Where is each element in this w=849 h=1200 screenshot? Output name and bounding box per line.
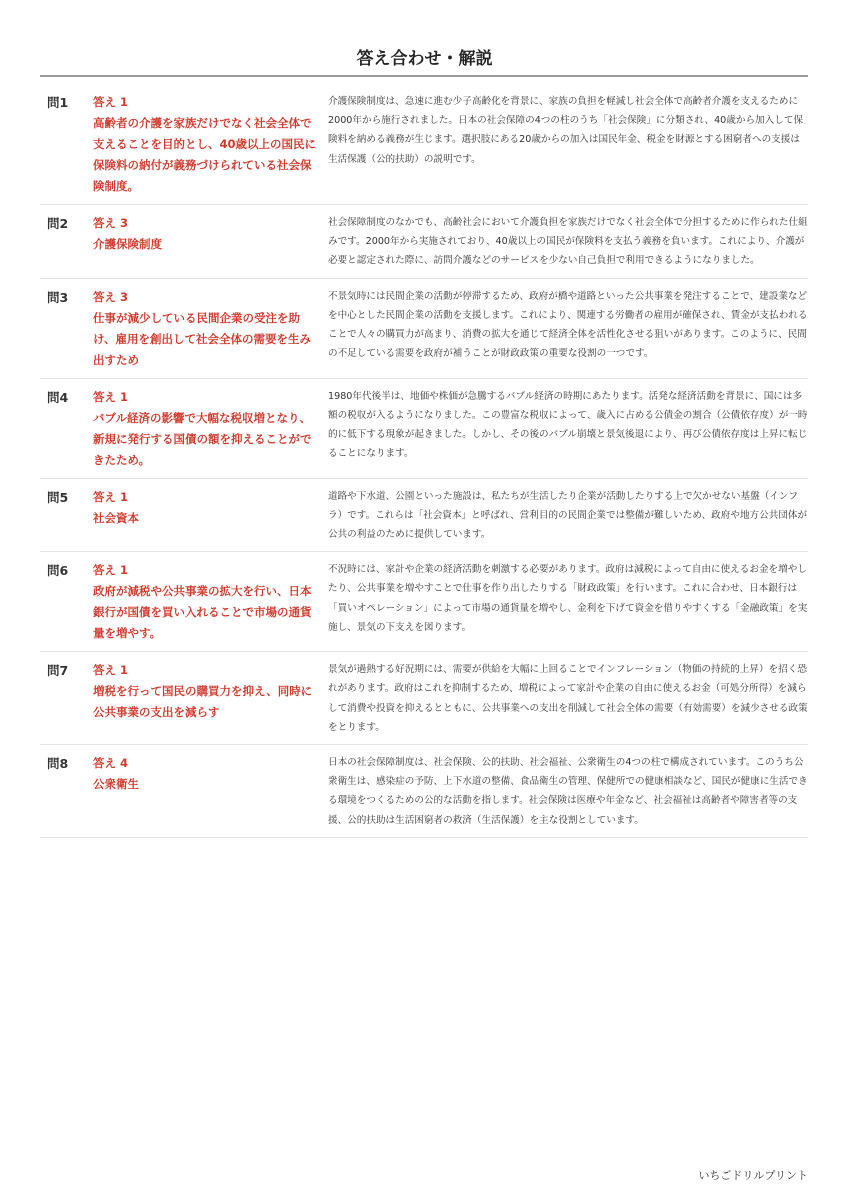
question-number: 問3 xyxy=(47,289,69,305)
question-number: 問1 xyxy=(47,95,69,110)
answer-block xyxy=(93,660,328,737)
question-number: 問5 xyxy=(47,489,69,505)
answer-label: 答え 1 xyxy=(93,563,129,578)
question-number: 問7 xyxy=(47,663,69,679)
answer-row-8 xyxy=(40,745,808,838)
title-divider xyxy=(40,75,808,77)
question-number: 問2 xyxy=(47,216,69,231)
answer-block xyxy=(93,213,328,271)
question-number: 問4 xyxy=(47,389,69,405)
answer-text: 高齢者の介護を家族だけでなく社会全体で支えることを目的とし、40歳以上の国民に保険料の納付が義務づけられている社会保険制度。 xyxy=(93,116,317,193)
answer-row-6 xyxy=(40,552,808,652)
answer-label: 答え 1 xyxy=(93,489,129,504)
footer-brand: いちごドリルプリント xyxy=(698,1169,808,1182)
answer-label: 答え 4 xyxy=(93,756,129,771)
explanation-text: 1980年代後半は、地価や株価が急騰するバブル経済の時期にあたります。活発な経済活動を背景に、国には多額の税収が入るようになりました。この豊富な税収によって、歳入に占める公債金の割合（公債依存度）が一時的に低下する現象が起きました。しかし、その後のバブル崩壊と景気後退により、再び公債依存度は上昇に転じることになります。 xyxy=(328,390,808,460)
answer-block xyxy=(93,387,328,471)
answer-label: 答え 3 xyxy=(93,289,129,304)
question-number: 問6 xyxy=(47,563,69,579)
page-title: 答え合わせ・解説 xyxy=(356,49,493,69)
explanation-text: 社会保障制度のなかでも、高齢社会において介護負担を家族だけでなく社会全体で分担するために作られた仕組みです。2000年から実施されており、40歳以上の国民が保険料を支払う義務を負います。これにより、介護が必要と認定された際に、訪問介護などのサービスを少ない自己負担で利用できるようになりました。 xyxy=(328,217,808,267)
answer-label: 答え 1 xyxy=(93,389,129,404)
answer-row-4 xyxy=(40,379,808,479)
answer-text: 社会資本 xyxy=(93,510,139,525)
answer-text: バブル経済の影響で大幅な税収増となり、新規に発行する国債の額を抑えることができたため。 xyxy=(93,410,312,467)
explanation-text: 日本の社会保障制度は、社会保険、公的扶助、社会福祉、公衆衛生の4つの柱で構成されています。このうち公衆衛生は、感染症の予防、上下水道の整備、食品衛生の管理、保健所での健康相談など、国民が健康に生活できる環境をつくるための公的な活動を指します。社会保険は医療や年金など、社会福祉は高齢者や障害者等の支援、公的扶助は生活困窮者の救済（生活保護）を主な役割としています。 xyxy=(328,757,808,826)
answer-row-1 xyxy=(40,84,808,205)
explanation-text: 介護保険制度は、急速に進む少子高齢化を背景に、家族の負担を軽減し社会全体で高齢者介護を支えるために2000年から施行されました。日本の社会保障の4つの柱のうち「社会保険」に分類され、40歳から加入して保険料を納める義務が生じます。選択肢にある20歳からの加入は国民年金、税金を財源とする困窮者への支援は生活保護（公的扶助）の説明です。 xyxy=(328,96,804,165)
answer-row-5 xyxy=(40,479,808,553)
answer-text: 仕事が減少している民間企業の受注を助け、雇用を創出して社会全体の需要を生み出すため xyxy=(93,310,312,367)
explanation-text: 不景気時には民間企業の活動が停滞するため、政府が橋や道路といった公共事業を発注することで、建設業などを中心とした民間企業の活動を支援します。これにより、関連する労働者の雇用が確保され、賃金が支払われることで人々の購買力が高まり、消費の拡大を通じて経済全体を活性化させる狙いがあります。このように、民間の不足している需要を政府が補うことが財政政策の重要な役割の一つです。 xyxy=(328,290,808,360)
answer-list xyxy=(40,84,808,838)
answer-row-2 xyxy=(40,205,808,279)
answer-label: 答え 3 xyxy=(93,216,129,230)
explanation-text: 不況時には、家計や企業の経済活動を刺激する必要があります。政府は減税によって自由に使えるお金を増やしたり、公共事業を増やすことで仕事を作り出したりする「財政政策」を行います。これに合わせ、日本銀行は「買いオペレーション」によって市場の通貨量を増やし、金利を下げて資金を借りやすくする「金融政策」を実施し、景気の下支えを図ります。 xyxy=(328,564,808,633)
answer-block xyxy=(93,92,328,197)
answer-text: 増税を行って国民の購買力を抑え、同時に公共事業の支出を減らす xyxy=(93,684,313,720)
answer-label: 答え 1 xyxy=(93,663,129,678)
answer-label: 答え 1 xyxy=(93,95,129,109)
explanation-text: 道路や下水道、公園といった施設は、私たちが生活したり企業が活動したりする上で欠かせない基盤（インフラ）です。これらは「社会資本」と呼ばれ、営利目的の民間企業では整備が難しいため、政府や地方公共団体が公共の利益のために提供しています。 xyxy=(328,490,808,541)
answer-text: 政府が減税や公共事業の拡大を行い、日本銀行が国債を買い入れることで市場の通貨量を増やす。 xyxy=(93,584,312,641)
answer-block xyxy=(93,287,328,371)
answer-text: 介護保険制度 xyxy=(93,237,162,251)
question-number: 問8 xyxy=(47,756,69,772)
answer-row-7 xyxy=(40,652,808,745)
explanation-text: 景気が過熱する好況期には、需要が供給を大幅に上回ることでインフレーション（物価の持続的上昇）を招く恐れがあります。政府はこれを抑制するため、増税によって家計や企業の自由に使えるお金（可処分所得）を減らして消費や投資を抑えるとともに、公共事業への支出を削減して社会全体の需要（有効需要）を減少させる政策をとります。 xyxy=(328,664,808,733)
answer-block xyxy=(93,560,328,644)
answer-block xyxy=(93,753,328,830)
answer-block xyxy=(93,487,328,545)
answer-text: 公衆衛生 xyxy=(93,777,139,792)
answer-row-3 xyxy=(40,279,808,379)
